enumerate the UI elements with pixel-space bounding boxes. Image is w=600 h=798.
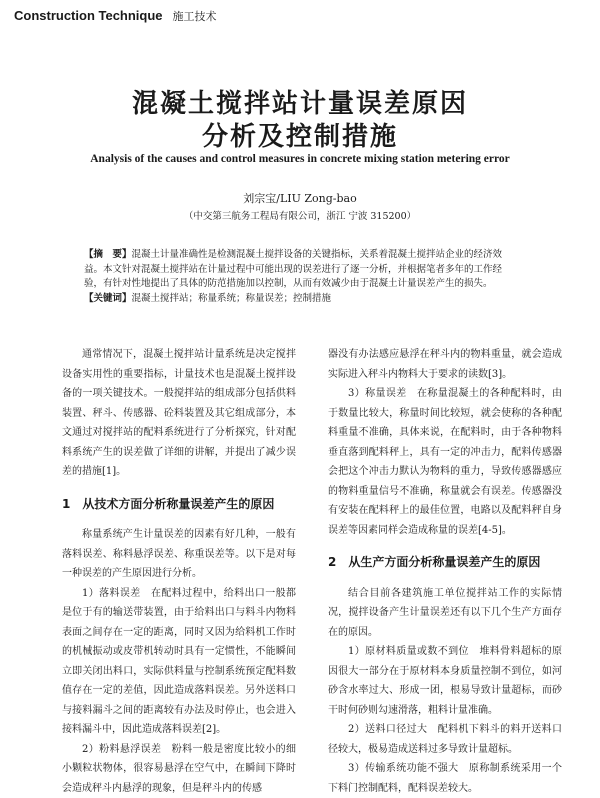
section-2-heading: 2 从生产方面分析称量误差产生的原因	[328, 553, 562, 573]
section-1-heading: 1 从技术方面分析称量误差产生的原因	[62, 495, 296, 515]
article-title-line-2: 分析及控制措施	[0, 116, 600, 153]
section-2-item-1: 1）原材料质量或数不到位 堆料骨料超标的原因很大一部分在于原材料本身质量控制不到位，如河砂含水率过大、形成一团，根易导致计量超标，而砂干时何砂则勾速滑落，粗料计量准确。	[328, 642, 562, 720]
keywords-text: 混凝土搅拌站；称量系统；称量误差；控制措施	[132, 293, 332, 304]
article-title-english: Analysis of the causes and control measures in concrete mixing station metering error	[0, 153, 600, 165]
body-columns	[62, 345, 562, 798]
affiliation: （中交第三航务工程局有限公司，浙江 宁波 315200）	[0, 208, 600, 222]
abstract-block	[84, 248, 520, 306]
article-title-line-1: 混凝土搅拌站计量误差原因	[0, 83, 600, 120]
abstract-label: 【摘 要】	[84, 249, 132, 260]
abstract	[84, 248, 520, 292]
section-1-intro: 称量系统产生计量误差的因素有好几种，一般有落料误差、称料悬浮误差、称重误差等。以下是对每一种误差的产生原因进行分析。	[62, 525, 296, 584]
section-2-intro: 结合目前各建筑施工单位搅拌站工作的实际情况，搅拌设备产生计量误差还有以下几个生产方面存在的原因。	[328, 584, 562, 643]
section-1-item-2-continued: 器没有办法感应悬浮在秤斗内的物料重量，就会造成实际进入秤斗内物料大于要求的读数[3]。	[328, 345, 562, 384]
section-2-item-3: 3）传输系统功能不强大 原称制系统采用一个下料门控制配料，配料误差较大。	[328, 759, 562, 798]
journal-column-chinese: 施工技术	[173, 8, 217, 24]
journal-name-english: Construction Technique	[14, 8, 163, 23]
journal-header	[14, 8, 217, 24]
keywords-label: 【关键词】	[84, 293, 132, 304]
section-2-item-2: 2）送料口径过大 配料机下料斗的料开送料口径较大，极易造成送料过多导致计量超标。	[328, 720, 562, 759]
section-1-item-1: 1）落料误差 在配料过程中，给料出口一般都是位于有的输送带装置，由于给料出口与料斗内物料表面之间存在一定的距离，同时又因为给料机工作时的机械振动或皮带机转动时具有一定惯性，不能瞬间立即关闭出料口，实际供料量与控制系统预定配料数值存在一定的差值，因此造成落料误差。另外送料口与接料漏斗之间的距离较有办法及时停止，也会进入接料漏斗中，因此造成落料误差[2]。	[62, 584, 296, 740]
abstract-text: 混凝土计量准确性是检测混凝土搅拌设备的关键指标，关系着混凝土搅拌站企业的经济效益。本文针对混凝土搅拌站在计量过程中可能出现的误差进行了逐一分析，并根据笔者多年的工作经验，有针对性地提出了具体的防范措施加以控制，从而有效减少由于混凝土计量误差产生的损失。	[84, 249, 502, 289]
right-column	[328, 345, 562, 798]
keywords	[84, 292, 520, 307]
author: 刘宗宝/LIU Zong-bao	[0, 190, 600, 206]
section-1-item-3: 3）称量误差 在称量混凝土的各种配料时，由于数量比较大，称量时间比较短，就会使称的各种配料重量不准确，具体来说，在配料时，由于各种物料垂直落到配料秤上，具有一定的冲击力，配料传感器会把这个冲击力默认为物料的重力，导致传感器感应的物料重量信号不准确，称量就会有误差。传感器没有安装在配料秤上的最佳位置，电路以及配料秤自身误差等因素同样会造成称量的误差[4-5]。	[328, 384, 562, 540]
section-1-item-2-start: 2）粉料悬浮误差 粉料一般是密度比较小的细小颗粒状物体，很容易悬浮在空气中，在瞬间下降时会造成秤斗内悬浮的现象，但是秤斗内的传感	[62, 740, 296, 798]
intro-paragraph: 通常情况下，混凝土搅拌站计量系统是决定搅拌设备实用性的重要指标，计量技术也是混凝土搅拌设备的一项关键技术。一般搅拌站的组成部分包括供料装置、秤斗、传感器、砼料装置及其它组成部分，本文通过对搅拌站的配料系统进行了分析探究，针对配料系统产生的误差做了详细的讲解，并提出了减少误差的措施[1]。	[62, 345, 296, 482]
left-column	[62, 345, 296, 798]
